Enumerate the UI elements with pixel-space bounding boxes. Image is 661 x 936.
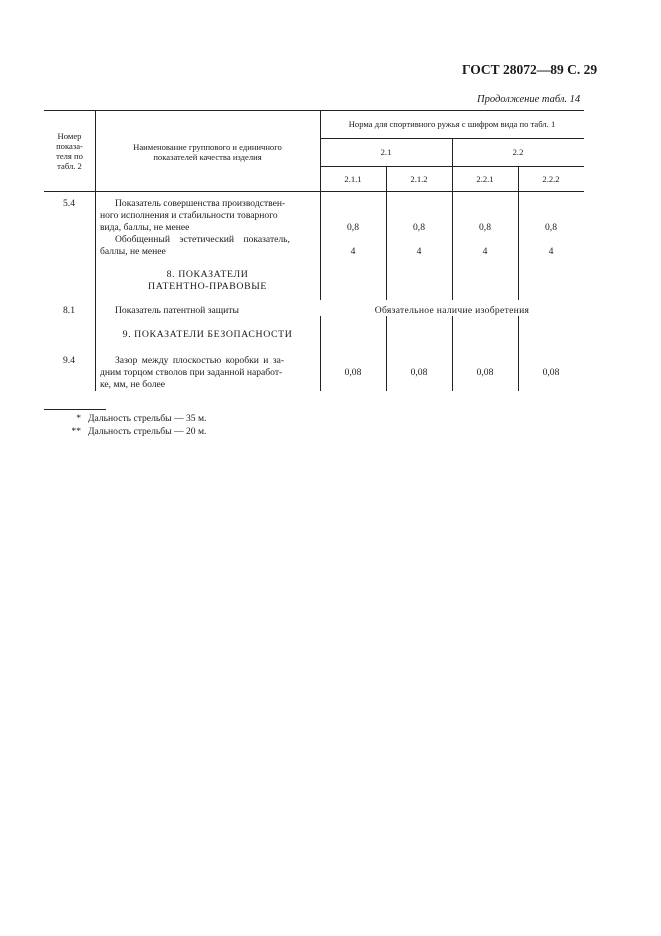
col-header-2-1-1: 2.1.1 xyxy=(344,174,362,184)
col-header-2-2-2: 2.2.2 xyxy=(542,174,560,184)
value-cell: 0,8 xyxy=(347,222,359,233)
col-header-2-1-2: 2.1.2 xyxy=(410,174,428,184)
col-header-name xyxy=(100,142,315,162)
row-name-line: вида, баллы, не менее xyxy=(100,222,190,233)
col-header-number-line: табл. 2 xyxy=(57,161,82,171)
row-name-line: Зазор между плоскостью коробки и за- xyxy=(115,355,285,366)
row-name-line: дним торцом стволов при заданной наработ- xyxy=(100,367,283,378)
value-cell: 4 xyxy=(350,246,356,257)
section-heading-9: 9. ПОКАЗАТЕЛИ БЕЗОПАСНОСТИ xyxy=(122,329,293,340)
row-name-line: ке, мм, не более xyxy=(100,379,166,390)
value-cell: 0,08 xyxy=(344,367,362,378)
value-cell: 4 xyxy=(548,246,554,257)
table-continuation-label: Продолжение табл. 14 xyxy=(477,94,581,105)
value-cell: 0,8 xyxy=(545,222,557,233)
footnote-mark: ** xyxy=(71,426,81,437)
row-number: 5.4 xyxy=(63,198,75,209)
section-heading-8-line: ПАТЕНТНО-ПРАВОВЫЕ xyxy=(148,281,267,292)
col-header-number-line: показа- xyxy=(56,141,83,151)
footnote-mark: * xyxy=(76,413,81,424)
col-header-group-2-2: 2.2 xyxy=(512,147,524,157)
row-name-line: Обобщенный эстетический показатель, xyxy=(115,234,290,245)
value-cell: 0,08 xyxy=(542,367,560,378)
value-cell: 0,08 xyxy=(410,367,428,378)
col-header-name-line: Наименование группового и единичного xyxy=(133,142,282,152)
value-cell: 0,8 xyxy=(479,222,491,233)
footnote-separator xyxy=(44,409,106,410)
col-header-norm: Норма для спортивного ружья с шифром вида по табл. 1 xyxy=(348,119,556,129)
col-header-2-2-1: 2.2.1 xyxy=(476,174,494,184)
value-cell: 4 xyxy=(482,246,488,257)
row-name-line: ного исполнения и стабильности товарного xyxy=(100,210,278,221)
page-header: ГОСТ 28072—89 С. 29 xyxy=(462,62,598,77)
footnote-text: Дальность стрельбы — 20 м. xyxy=(88,426,207,437)
value-cell: 0,8 xyxy=(413,222,425,233)
row-name-line: Показатель совершенства производствен- xyxy=(115,198,286,209)
footnote-text: Дальность стрельбы — 35 м. xyxy=(88,413,207,424)
row-number: 8.1 xyxy=(63,305,75,316)
row-name-line: Показатель патентной защиты xyxy=(115,305,239,316)
col-header-number-line: теля по xyxy=(56,151,83,161)
col-header-name-line: показателей качества изделия xyxy=(153,152,262,162)
col-header-group-2-1: 2.1 xyxy=(380,147,392,157)
value-cell: 0,08 xyxy=(476,367,494,378)
col-header-number-line: Номер xyxy=(57,131,82,141)
merged-value-cell: Обязательное наличие изобретения xyxy=(374,305,530,316)
section-heading-8-line: 8. ПОКАЗАТЕЛИ xyxy=(166,269,249,280)
col-header-number xyxy=(44,131,95,171)
value-cell: 4 xyxy=(416,246,422,257)
row-number: 9.4 xyxy=(63,355,75,366)
row-name-line: баллы, не менее xyxy=(100,246,166,257)
